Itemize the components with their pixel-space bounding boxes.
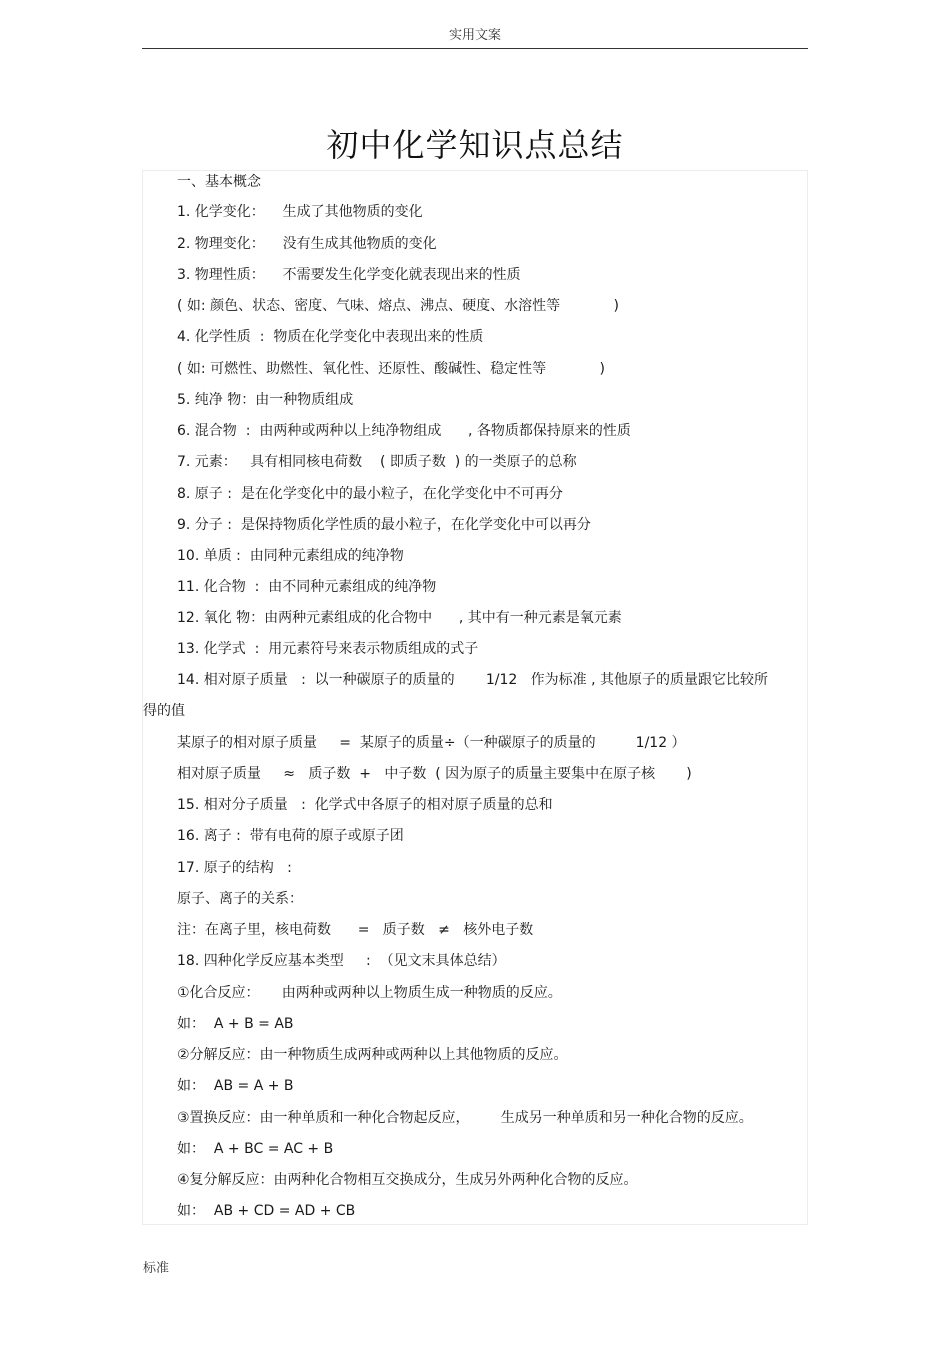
- text-line: ( 如: 颜色、状态、密度、气味、熔点、沸点、硬度、水溶性等 ): [177, 298, 619, 314]
- text-line: 5. 纯净 物：由一种物质组成: [177, 392, 354, 408]
- text-line: 17. 原子的结构 :: [177, 860, 292, 876]
- text-line: 某原子的相对原子质量 = 某原子的质量÷（一种碳原子的质量的 1/12 ）: [177, 735, 686, 751]
- text-line: 18. 四种化学反应基本类型 : （见文末具体总结）: [177, 953, 506, 969]
- section-heading: 一、基本概念: [177, 174, 261, 190]
- text-line: ②分解反应：由一种物质生成两种或两种以上其他物质的反应。: [177, 1047, 568, 1063]
- text-line: 16. 离子 : 带有电荷的原子或原子团: [177, 828, 404, 844]
- page-footer: 标准: [143, 1261, 170, 1276]
- text-line: 13. 化学式 : 用元素符号来表示物质组成的式子: [177, 641, 479, 657]
- page-header: 实用文案: [448, 28, 501, 43]
- text-line: ④复分解反应：由两种化合物相互交换成分，生成另外两种化合物的反应。: [177, 1172, 638, 1188]
- text-line: 14. 相对原子质量 : 以一种碳原子的质量的 1/12 作为标准 , 其他原子的质量跟它比较所: [177, 672, 768, 688]
- header-rule: [142, 48, 808, 49]
- text-line: 如： A + B = AB: [177, 1016, 294, 1032]
- text-line: 3. 物理性质： 不需要发生化学变化就表现出来的性质: [177, 267, 521, 283]
- text-line: ( 如: 可燃性、助燃性、氧化性、还原性、酸碱性、稳定性等 ): [177, 361, 605, 377]
- text-line: 得的值: [143, 703, 185, 719]
- text-line: 如： AB + CD = AD + CB: [177, 1203, 356, 1219]
- text-line: 6. 混合物 : 由两种或两种以上纯净物组成 , 各物质都保持原来的性质: [177, 423, 631, 439]
- text-line: 11. 化合物 : 由不同种元素组成的纯净物: [177, 579, 437, 595]
- text-line: 9. 分子 : 是保持物质化学性质的最小粒子，在化学变化中可以再分: [177, 517, 591, 533]
- text-line: 7. 元素： 具有相同核电荷数 ( 即质子数 ) 的一类原子的总称: [177, 454, 577, 470]
- text-line: 2. 物理变化： 没有生成其他物质的变化: [177, 236, 437, 252]
- text-line: ①化合反应： 由两种或两种以上物质生成一种物质的反应。: [177, 985, 562, 1001]
- text-line: 15. 相对分子质量 : 化学式中各原子的相对原子质量的总和: [177, 797, 553, 813]
- document-title: 初中化学知识点总结: [326, 126, 624, 164]
- text-line: 1. 化学变化： 生成了其他物质的变化: [177, 204, 423, 220]
- text-line: 4. 化学性质 : 物质在化学变化中表现出来的性质: [177, 329, 484, 345]
- text-line: 10. 单质 : 由同种元素组成的纯净物: [177, 548, 404, 564]
- text-line: 原子、离子的关系：: [177, 891, 303, 907]
- text-line: 12. 氧化 物：由两种元素组成的化合物中 , 其中有一种元素是氧元素: [177, 610, 622, 626]
- text-line: 相对原子质量 ≈ 质子数 + 中子数 ( 因为原子的质量主要集中在原子核 ): [177, 766, 692, 782]
- text-line: ③置换反应：由一种单质和一种化合物起反应， 生成另一种单质和另一种化合物的反应。: [177, 1110, 753, 1126]
- text-line: 如： AB = A + B: [177, 1078, 294, 1094]
- text-line: 如： A + BC = AC + B: [177, 1141, 334, 1157]
- text-line: 8. 原子 : 是在化学变化中的最小粒子，在化学变化中不可再分: [177, 486, 563, 502]
- text-line: 注：在离子里，核电荷数 = 质子数 ≠ 核外电子数: [177, 922, 534, 938]
